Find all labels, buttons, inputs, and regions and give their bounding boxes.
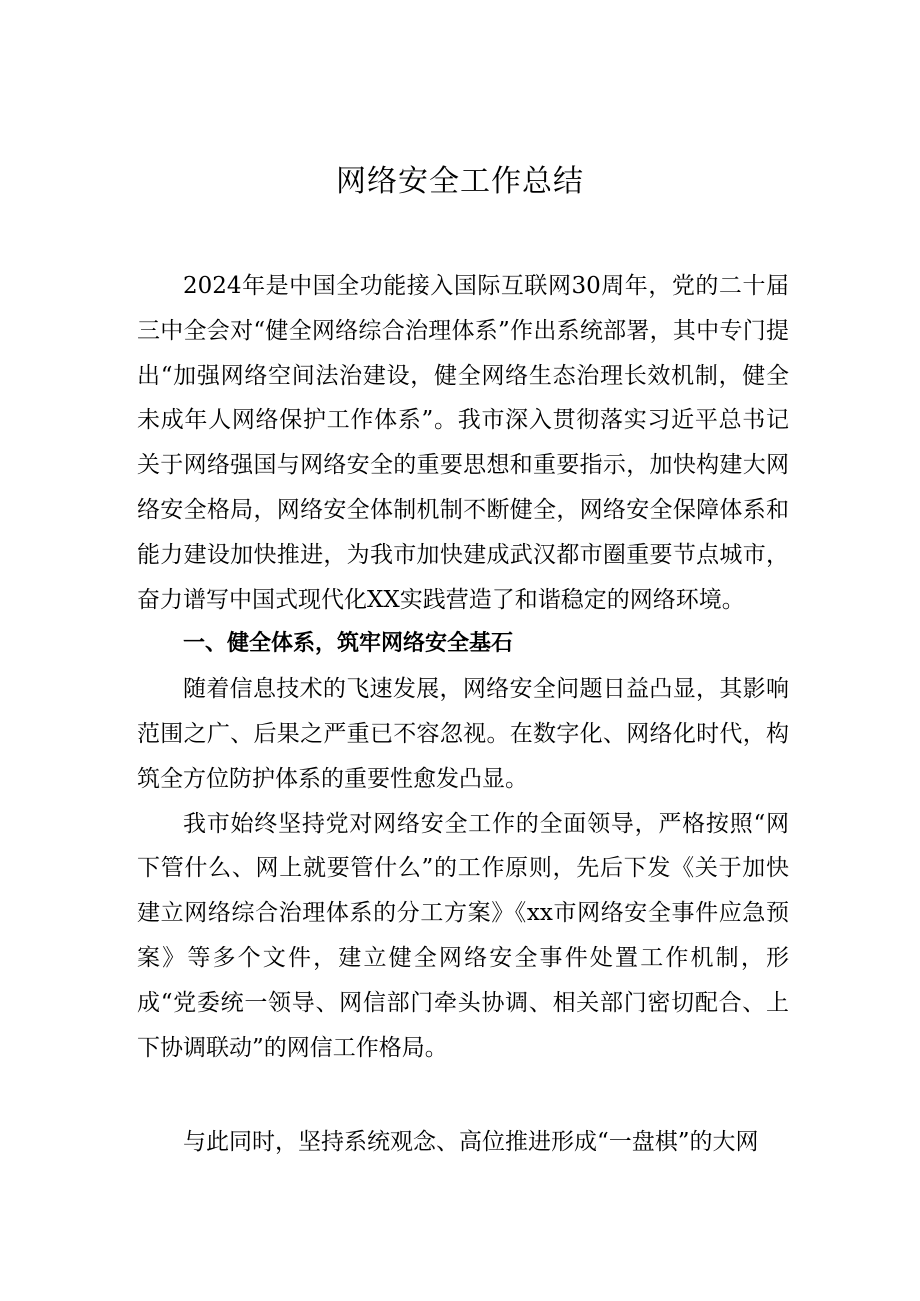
document-title: 网络安全工作总结 [336,164,584,199]
paragraph-leadership: 我市始终坚持党对网络安全工作的全面领导，严格按照“网下管什么、网上就要管什么”的工作原则，先后下发《关于加快建立网络综合治理体系的分工方案》《xx市网络安全事件应急预案》等多个文件，建立健全网络安全事件处置工作机制，形成“党委统一领导、网信部门牵头协调、相关部门密切配合、上下协调联动”的网信工作格局。 [137,810,789,1061]
paragraph-continued: 与此同时，坚持系统观念、高位推进形成“一盘棋”的大网 [183,1129,759,1156]
section-heading-1: 一、健全体系，筑牢网络安全基石 [183,631,514,657]
paragraph-gap [137,1070,789,1120]
paragraph-background: 随着信息技术的飞速发展，网络安全问题日益凸显，其影响范围之广、后果之严重已不容忽视。在数字化、网络化时代，构筑全方位防护体系的重要性愈发凸显。 [137,676,789,792]
paragraph-intro: 2024年是中国全功能接入国际互联网30周年，党的二十届三中全会对“健全网络综合治理体系”作出系统部署，其中专门提出“加强网络空间法治建设，健全网络生态治理长效机制，健全未成年人网络保护工作体系”。我市深入贯彻落实习近平总书记关于网络强国与网络安全的重要思想和重要指示，加快构建大网络安全格局，网络安全体制机制不断健全，网络安全保障体系和能力建设加快推进，为我市加快建成武汉都市圈重要节点城市，奋力谱写中国式现代化XX实践营造了和谐稳定的网络环境。 [137,273,789,613]
document-body [137,264,789,1165]
